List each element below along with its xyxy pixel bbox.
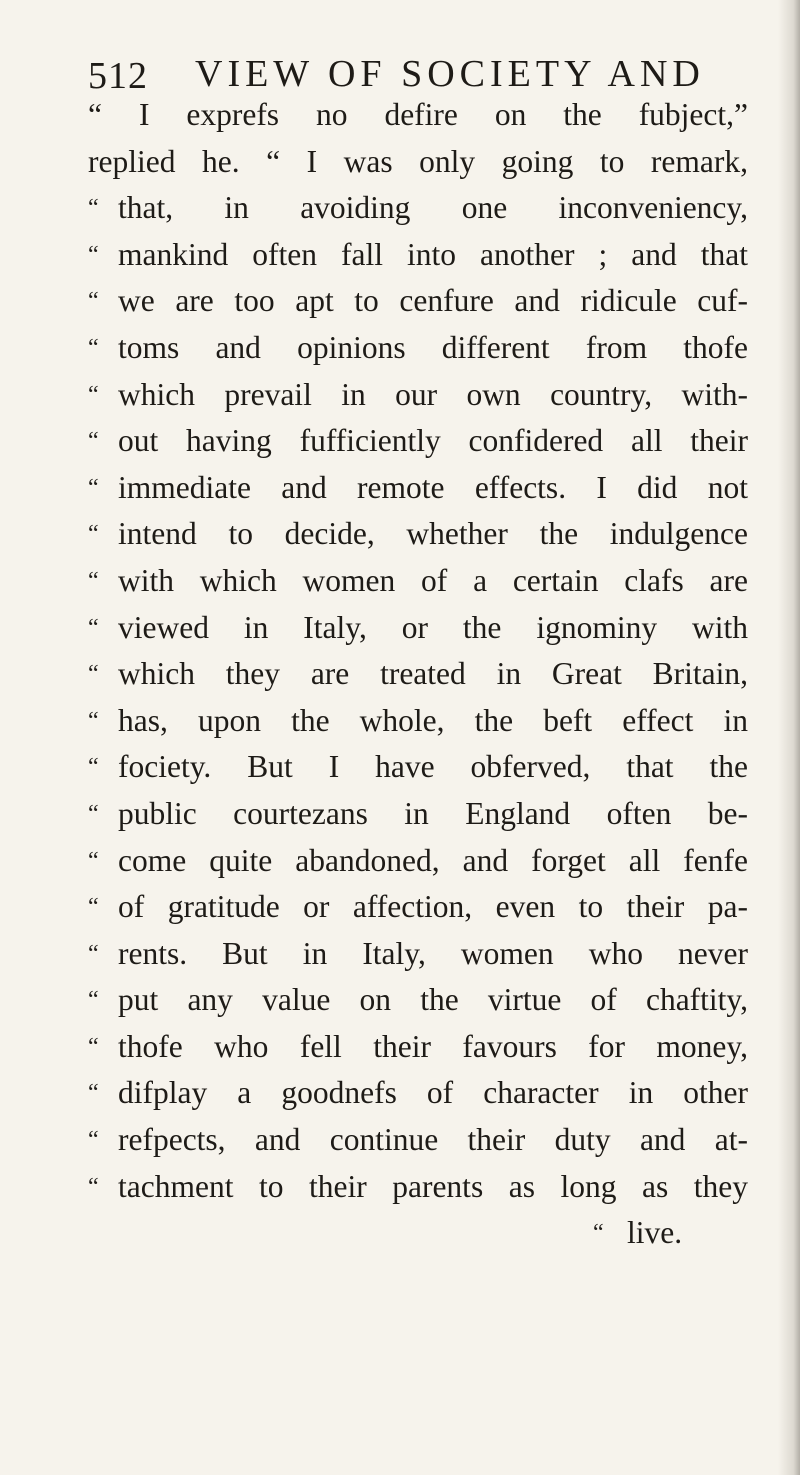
text-line	[88, 698, 748, 745]
quote-mark: “	[88, 334, 98, 361]
quote-mark: “	[593, 1220, 603, 1247]
text-line	[88, 511, 748, 558]
text-line	[88, 232, 748, 279]
quote-mark: “	[88, 567, 98, 594]
text-line	[88, 92, 748, 139]
text-line	[88, 791, 748, 838]
line-text: rents. But in Italy, women who never	[118, 935, 748, 971]
line-text: viewed in Italy, or the ignominy with	[118, 609, 748, 645]
line-text: that, in avoiding one inconveniency,	[118, 190, 748, 226]
text-line	[88, 465, 748, 512]
quote-mark: “	[88, 847, 98, 874]
text-line	[88, 418, 748, 465]
line-text: which they are treated in Great Britain,	[118, 656, 748, 692]
quote-mark: “	[88, 1173, 98, 1200]
text-line	[88, 744, 748, 791]
text-line	[88, 651, 748, 698]
line-text: mankind often fall into another ; and that	[118, 236, 748, 272]
text-line	[88, 1164, 748, 1211]
quote-mark: “	[88, 1080, 98, 1107]
text-line	[88, 278, 748, 325]
line-text: we are too apt to cenfure and ridicule cuf-	[118, 283, 748, 319]
quote-mark: “	[88, 288, 98, 315]
line-text: which prevail in our own country, with-	[118, 376, 748, 412]
quote-mark: “	[88, 474, 98, 501]
text-line	[88, 325, 748, 372]
text-line	[88, 605, 748, 652]
text-line	[88, 185, 748, 232]
text-line	[88, 139, 748, 186]
line-text: tachment to their parents as long as they	[118, 1168, 748, 1204]
line-text	[88, 92, 748, 139]
quote-mark: “	[88, 428, 98, 455]
page-edge-shadow	[778, 0, 800, 1475]
text-line	[88, 1117, 748, 1164]
quote-mark: “	[88, 894, 98, 921]
text-line	[88, 558, 748, 605]
text-line	[88, 977, 748, 1024]
line-text: public courtezans in England often be-	[118, 795, 748, 831]
line-text: thofe who fell their favours for money,	[118, 1028, 748, 1064]
quote-mark: “	[88, 195, 98, 222]
line-text: intend to decide, whether the indulgence	[118, 516, 748, 552]
text-line	[88, 931, 748, 978]
text-line	[88, 372, 748, 419]
line-text: refpects, and continue their duty and at-	[118, 1122, 748, 1158]
quote-mark: “	[88, 800, 98, 827]
quote-mark: “	[88, 754, 98, 781]
quote-mark: “	[88, 1127, 98, 1154]
text-line	[88, 1070, 748, 1117]
quote-mark: “	[88, 521, 98, 548]
quote-mark: “	[88, 1033, 98, 1060]
quote-mark: “	[88, 707, 98, 734]
line-text: fociety. But I have obferved, that the	[118, 749, 748, 785]
page-number: 512	[88, 55, 148, 97]
catchword-line	[88, 1210, 748, 1257]
line-text: come quite abandoned, and forget all fenfe	[118, 842, 748, 878]
quote-mark: “	[88, 987, 98, 1014]
quote-mark: “	[88, 940, 98, 967]
text-line	[88, 884, 748, 931]
quote-mark: “	[88, 661, 98, 688]
line-text: of gratitude or affection, even to their pa-	[118, 889, 748, 925]
line-text: replied he. “ I was only going to remark,	[88, 143, 748, 179]
line-text: out having fufficiently confidered all their	[118, 423, 748, 459]
line-text: toms and opinions different from thofe	[118, 329, 748, 365]
quote-mark: “	[88, 97, 102, 132]
text-line	[88, 1024, 748, 1071]
text-line	[88, 838, 748, 885]
line-text-content: I exprefs no defire on the fubject,”	[138, 97, 749, 132]
line-text: has, upon the whole, the beft effect in	[118, 702, 748, 738]
quote-mark: “	[88, 614, 98, 641]
body-text	[88, 92, 748, 1257]
line-text: put any value on the virtue of chaftity,	[118, 982, 748, 1018]
line-text: immediate and remote effects. I did not	[118, 469, 748, 505]
catchword: live.	[627, 1215, 683, 1251]
line-text: difplay a goodnefs of character in other	[118, 1075, 748, 1111]
running-head: VIEW OF SOCIETY AND	[195, 53, 705, 95]
quote-mark: “	[88, 241, 98, 268]
quote-mark: “	[88, 381, 98, 408]
line-text: with which women of a certain clafs are	[118, 562, 748, 598]
